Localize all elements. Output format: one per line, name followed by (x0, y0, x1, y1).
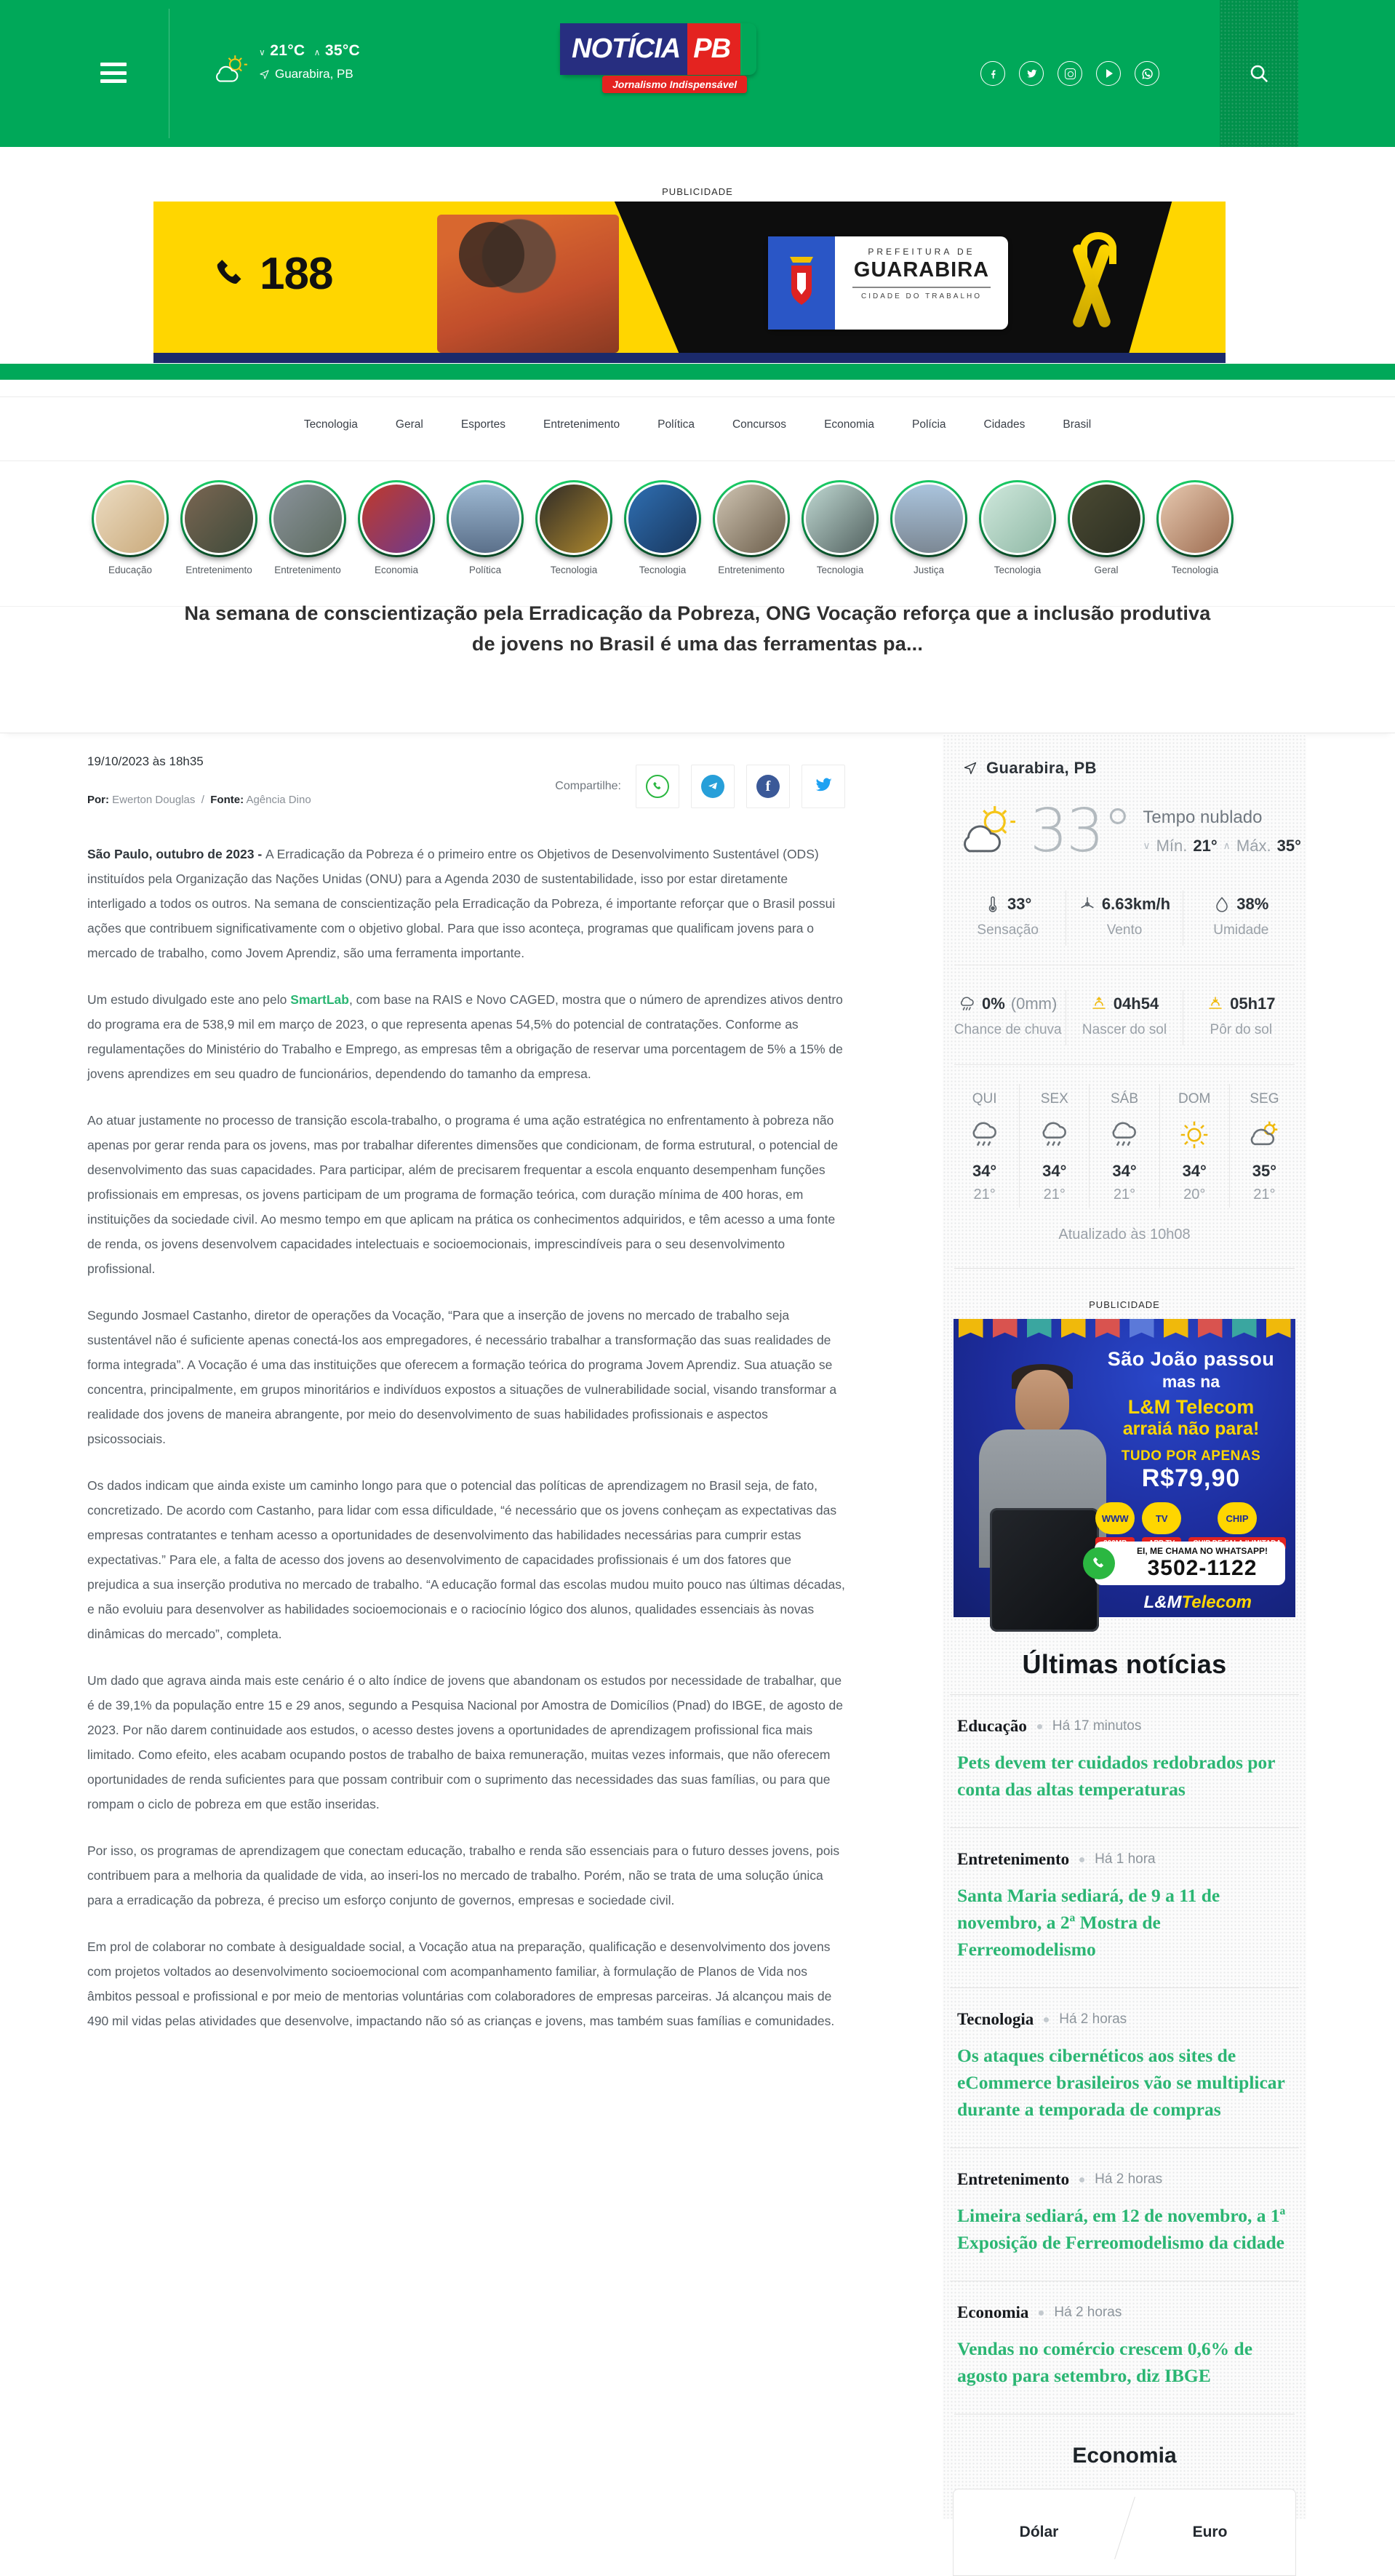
article-byline: Por: Ewerton Douglas / Fonte: Agência Dino (87, 794, 311, 806)
latest-news-title: Últimas notícias (1022, 1649, 1227, 1679)
nav-item-brasil[interactable]: Brasil (1063, 418, 1092, 431)
story-item[interactable]: Entretenimento (713, 480, 790, 595)
news-item (950, 2281, 1299, 2414)
story-item[interactable]: Tecnologia (535, 480, 612, 595)
story-item[interactable]: Tecnologia (979, 480, 1056, 595)
nav-item-tecnologia[interactable]: Tecnologia (303, 418, 358, 431)
divider (0, 396, 1395, 397)
dot-separator (1037, 1724, 1042, 1729)
story-item[interactable]: Geral (1068, 480, 1145, 595)
sunrise-icon (1090, 995, 1108, 1013)
thermometer-icon (984, 896, 1002, 913)
paragraph: Os dados indicam que ainda existe um caminho longo para que o potencial das políticas de aprendizagem no Brasil seja, de fato, concretizado. De acordo com Castanho, para lidar com essa dificuldade, “é necessário que os jovens conheçam as expectativas das empresas contratantes e tenham acesso a oportunidades de desenvolvimento das habilidades necessárias para cumprir estas expectativas.” Para ele, a falta de acesso dos jovens ao desenvolvimento de capacidades profissionais é um dos fatores que prejudica a sua inserção produtiva no mercado de trabalho. “A educação formal das escolas mudou muito pouco nas últimas décadas, e não evoluiu para desenvolver as habilidades socioemocionais e o raciocínio lógico dos alunos, qualidades essenciais às novas dinâmicas do mercado”, completa. (87, 1478, 845, 1641)
rain-cloud-icon (1039, 1119, 1071, 1151)
forecast-day: DOM 34° 20° (1159, 1084, 1229, 1208)
news-item (950, 1827, 1299, 1987)
twitter-icon[interactable] (1019, 61, 1044, 86)
banner-photo (437, 215, 619, 353)
paragraph: Ao atuar justamente no processo de transição escola-trabalho, o programa é uma ação estratégica no enfrentamento à pobreza não apenas por gerar renda para os jovens, mas por trabalhar diferentes dimensões que condicionam, de forma estrutural, o potencial de desenvolvimento das suas capacidades. Para participar, além de precisarem frequentar a escola enquanto desempenham funções profissionais em empresas, os jovens participam de um programa de formação teórica, com duração mínima de 400 horas, em instituições da sociedade civil. Ao mesmo tempo em que aplicam na prática os conhecimentos adquiridos, e têm acesso a uma fonte de renda, os jovens desenvolvem capacidades intelectuais e socioemocionais, imprescindíveis para o seu desenvolvimento profissional. (87, 1113, 839, 1276)
location-arrow-icon (259, 69, 270, 80)
share-whatsapp-button[interactable] (636, 765, 679, 808)
story-photo (717, 485, 786, 553)
paragraph: Em prol de colaborar no combate à desigualdade social, a Vocação atua na preparação, qualificação e desenvolvimento dos jovens com projetos voltados ao desenvolvimento socioemocional com acompanhamento familiar, à formulação de Planos de Vida nos âmbitos pessoal e profissional e por meio de mentorias voluntárias com colaboradores de empresas parceiras. Já alcançou mais de 490 mil vidas pelas atividades que desenvolve, impactando não só as crianças e jovens, mas também suas famílias e comunidades. (87, 1939, 835, 2028)
header-social-links (980, 61, 1159, 86)
nav-item-policia[interactable]: Polícia (912, 418, 946, 431)
forecast-row (950, 1084, 1299, 1208)
search-icon (1248, 63, 1270, 84)
pref-line1: PREFEITURA DE (868, 247, 975, 257)
story-item[interactable]: Tecnologia (1156, 480, 1234, 595)
green-strip (0, 364, 1395, 380)
news-time: Há 2 horas (1059, 2011, 1127, 2027)
news-category[interactable]: Entretenimento (957, 2170, 1070, 2188)
nav-item-entretenimento[interactable]: Entretenimento (543, 418, 620, 431)
main-content (0, 734, 1395, 2540)
nav-item-geral[interactable]: Geral (395, 418, 423, 431)
news-headline[interactable]: Pets devem ter cuidados redobrados por conta das altas temperaturas (957, 1752, 1276, 1800)
yellow-ribbon-icon (1064, 229, 1115, 338)
wind-fan-icon (1079, 896, 1096, 913)
hamburger-menu-icon[interactable] (100, 63, 127, 83)
forecast-day: SÁB 34° 21° (1089, 1084, 1159, 1208)
economy-card (953, 2489, 1296, 2576)
ad-label-side: PUBLICIDADE (1089, 1299, 1160, 1310)
nav-item-concursos[interactable]: Concursos (732, 418, 787, 431)
story-item[interactable]: Política (447, 480, 524, 595)
rain-cloud-icon (1108, 1119, 1140, 1151)
story-photo (451, 485, 519, 553)
nav-item-politica[interactable]: Política (657, 418, 695, 431)
smartphone-icon: CHIP (1218, 1502, 1257, 1534)
banner-phone-188: 188 (212, 248, 332, 300)
top-ad-banner[interactable] (153, 202, 1226, 363)
logo-word: NOTÍCIA (560, 23, 687, 75)
dot-separator (1079, 2177, 1084, 2182)
story-photo (806, 485, 874, 553)
logo-word-2: PB (687, 23, 740, 75)
story-photo (983, 485, 1052, 553)
dot-separator (1039, 2310, 1044, 2316)
paragraph: Um dado que agrava ainda mais este cenário é o alto índice de jovens que abandonam os estudos por necessidade de trabalhar, que é de 39,1% da população entre 15 e 29 anos, segundo a Pesquisa Nacional por Amostra de Domicílios (Pnad) do IBGE, de agosto de 2023. Por não darem continuidade aos estudos, o acesso destes jovens a oportunidades de aprendizagem profissional fica mais limitado. Como efeito, eles acabam ocupando postos de trabalho de baixa remuneração, muitas vezes informais, que não oferecem oportunidades de renda suficientes para que possam contribuir com o suprimento das necessidades das suas famílias, ou para que rompam o ciclo de pobreza em que estão inseridas. (87, 1673, 844, 1811)
facebook-icon[interactable] (980, 61, 1005, 86)
ad-label-top: PUBLICIDADE (662, 186, 733, 197)
story-item[interactable]: Educação (92, 480, 169, 595)
header-weather-widget[interactable] (212, 42, 360, 89)
logo-tagline: Jornalismo Indispensável (602, 76, 747, 93)
story-item[interactable]: Entretenimento (269, 480, 346, 595)
main-nav (0, 418, 1395, 431)
prefeitura-card (768, 236, 1008, 330)
forecast-day: SEG 35° 21° (1229, 1084, 1299, 1208)
nav-item-esportes[interactable]: Esportes (460, 418, 505, 431)
weather-updated: Atualizado às 10h08 (1058, 1227, 1191, 1243)
news-category[interactable]: Educação (957, 1717, 1027, 1735)
article-source: Agência Dino (246, 794, 311, 806)
tab-euro[interactable]: Euro (1192, 2524, 1228, 2540)
facebook-icon: f (756, 775, 780, 798)
forecast-day: QUI 34° 21° (950, 1084, 1019, 1208)
humidity-drop-icon (1213, 896, 1231, 913)
forecast-day: SEX 34° 21° (1019, 1084, 1089, 1208)
search-button[interactable] (1220, 0, 1298, 147)
weather-stats-row: 33° Sensação 6.63km/h Vento 38% Umidade (950, 890, 1299, 946)
story-photo (895, 485, 963, 553)
divider (0, 460, 1395, 461)
news-category[interactable]: Entretenimento (957, 1850, 1070, 1868)
phone-icon (212, 255, 249, 293)
sidebar (943, 734, 1306, 2540)
ad-brand-logo: L&MTelecom (1143, 1592, 1252, 1612)
news-item (950, 2148, 1299, 2281)
story-photo (1161, 485, 1229, 553)
article-title: Na semana de conscientização pela Erradicação da Pobreza, ONG Vocação reforça que a inclusão produtiva de jovens no Brasil é uma das ferramentas pa... (184, 602, 1211, 655)
sun-icon (1178, 1119, 1210, 1151)
globe-icon: WWW (1095, 1502, 1135, 1534)
news-headline[interactable]: Santa Maria sediará, de 9 a 11 de novembro, a 2ª Mostra de Ferreomodelismo (957, 1885, 1220, 1960)
story-item[interactable]: Entretenimento (180, 480, 257, 595)
sun-cloud-icon (956, 800, 1018, 863)
story-photo (273, 485, 342, 553)
article-author[interactable]: Ewerton Douglas (112, 794, 196, 806)
site-header (0, 0, 1395, 147)
pref-line3: CIDADE DO TRABALHO (860, 292, 983, 300)
telegram-icon (707, 781, 719, 792)
share-twitter-button[interactable] (802, 765, 845, 808)
paragraph: Um estudo divulgado este ano pelo SmartLab, com base na RAIS e Novo CAGED, mostra que o número de aprendizes ativos dentro do programa era de 538,9 mil em março de 2023, o que representa apenas 54,5% do potencial de contratações. Conforme as regulamentações do Ministério do Trabalho e Emprego, as empresas têm a obrigação de reservar uma porcentagem de 5% a 15% de jovens aprendizes em seu quadro de funcionários, dependendo do tamanho da empresa. (87, 992, 843, 1081)
paragraph: Por isso, os programas de aprendizagem que conectam educação, trabalho e renda são essenciais para o futuro desses jovens, pois contribuem para a melhoria da qualidade de vida, ao inseri-los no mercado de trabalho. Porém, não se trata de uma solução única para a erradicação da pobreza, é preciso um esforço conjunto de governos, empresas e sociedade civil. (87, 1843, 840, 1907)
rain-cloud-icon (959, 995, 976, 1013)
youtube-icon[interactable] (1096, 61, 1121, 86)
ad-whatsapp-bar: EI, ME CHAMA NO WHATSAPP! 3502-1122 (1095, 1542, 1285, 1585)
smartlab-link[interactable]: SmartLab (290, 992, 349, 1007)
rain-cloud-icon (969, 1119, 1001, 1151)
pref-line2: GUARABIRA (853, 258, 990, 282)
tab-dolar[interactable]: Dólar (1019, 2524, 1059, 2540)
weather-minmax: ∨ Mín. 21° ∧ Máx. 35° (1143, 836, 1301, 855)
dot-separator (1079, 1857, 1084, 1862)
crest-icon (783, 251, 820, 315)
story-item[interactable]: Tecnologia (624, 480, 701, 595)
share-telegram-button[interactable] (691, 765, 735, 808)
nav-item-economia[interactable]: Economia (824, 418, 874, 431)
sun-cloud-icon (212, 52, 249, 89)
story-photo (362, 485, 431, 553)
cloud-sun-icon (1248, 1119, 1280, 1151)
news-time: Há 2 horas (1054, 2305, 1122, 2320)
weather-condition: Tempo nublado (1143, 807, 1263, 827)
stories-carousel (92, 480, 1303, 595)
paragraph: São Paulo, outubro de 2023 - A Erradicação da Pobreza é o primeiro entre os Objetivos de Desenvolvimento Sustentável (ODS) instituídos pela Organização das Nações Unidas (ONU) para a Agenda 2030 de sustentabilidade, isso por estar diretamente interligado a todos os outros. Na semana de conscientização pela Erradicação da Pobreza, é importante reforçar que o Brasil possui ações que contribuem significativamente com o objetivo global. Para que isso aconteça, programas que qualificam jovens para o mercado de trabalho, como Jovem Aprendiz, são uma ferramenta importante. (87, 847, 836, 960)
news-time: Há 1 hora (1095, 1851, 1156, 1867)
story-item[interactable]: Tecnologia (802, 480, 879, 595)
news-item (950, 1987, 1299, 2148)
current-temp: 33° (1030, 797, 1132, 866)
site-logo[interactable] (560, 23, 756, 90)
share-facebook-button[interactable] (746, 765, 790, 808)
story-photo (185, 485, 253, 553)
story-photo (96, 485, 164, 553)
whatsapp-icon (652, 781, 663, 792)
news-headline[interactable]: Os ataques cibernéticos aos sites de eCommerce brasileiros vão se multiplicar durante a temporada de compras (957, 2045, 1285, 2120)
whatsapp-icon (1091, 1555, 1107, 1571)
weather-location: Guarabira, PB (986, 759, 1097, 777)
article-body (87, 734, 845, 2055)
news-headline[interactable]: Limeira sediará, em 12 de novembro, a 1ª Exposição de Ferreomodelismo da cidade (957, 2205, 1286, 2253)
story-photo (540, 485, 608, 553)
share-bar (555, 765, 845, 808)
sunset-icon (1207, 995, 1224, 1013)
weather-widget (950, 759, 1299, 1243)
tv-icon: TV (1142, 1502, 1181, 1534)
news-category[interactable]: Economia (957, 2303, 1029, 2321)
news-time: Há 2 horas (1095, 2172, 1163, 2187)
whatsapp-icon[interactable] (1135, 61, 1159, 86)
story-photo (1072, 485, 1140, 553)
share-label: Compartilhe: (555, 780, 621, 792)
side-ad-banner[interactable]: São João passou mas na L&M Telecom arraiá não para! TUDO POR APENAS R$79,90 WWW TV CHIP EI, ME CHAMA NO WHATSAPP! 3502-1122 L&MTelecom (954, 1319, 1295, 1617)
article-date: 19/10/2023 às 18h35 (87, 754, 204, 768)
news-headline[interactable]: Vendas no comércio crescem 0,6% de agosto para setembro, diz IBGE (957, 2338, 1253, 2386)
story-photo (628, 485, 697, 553)
ad-person-photo (939, 1370, 1106, 1632)
news-item (950, 1694, 1299, 1827)
header-temps: ∨ 21°C ∧ 35°C (259, 42, 360, 59)
economy-section-title: Economia (1072, 2444, 1177, 2468)
location-arrow-icon (963, 761, 978, 775)
instagram-icon[interactable] (1058, 61, 1082, 86)
nav-item-cidades[interactable]: Cidades (983, 418, 1026, 431)
news-category[interactable]: Tecnologia (957, 2010, 1034, 2028)
header-location: Guarabira, PB (275, 67, 353, 81)
story-item[interactable]: Justiça (890, 480, 967, 595)
paragraph: Segundo Josmael Castanho, diretor de operações da Vocação, “Para que a inserção de jovens no mercado de trabalho seja sustentável não é suficiente apenas conectá-los aos empregadores, é necessário trabalhar a transformação das suas realidades de forma integrada”. A Vocação é uma das instituições que oferecem a formação teórica do programa Jovem Aprendiz. Sua atuação se concentra, principalmente, em grupos minoritários e indivíduos expostos a situações de vulnerabilidade social, visando transformar a realidade dos jovens de maneira abrangente, por meio do desenvolvimento de suas habilidades profissionais e aspectos psicossociais. (87, 1308, 837, 1446)
story-item[interactable]: Economia (358, 480, 435, 595)
article-title-section (0, 602, 1395, 733)
banner-bottom-strip (153, 353, 1226, 363)
dot-separator (1044, 2017, 1049, 2022)
weather-sun-row: 0% (0mm) Chance de chuva 04h54 Nascer do sol 05h17 Pôr do sol (950, 990, 1299, 1045)
bunting-flags (954, 1319, 1295, 1338)
news-time: Há 17 minutos (1052, 1718, 1142, 1734)
twitter-icon (813, 775, 834, 795)
